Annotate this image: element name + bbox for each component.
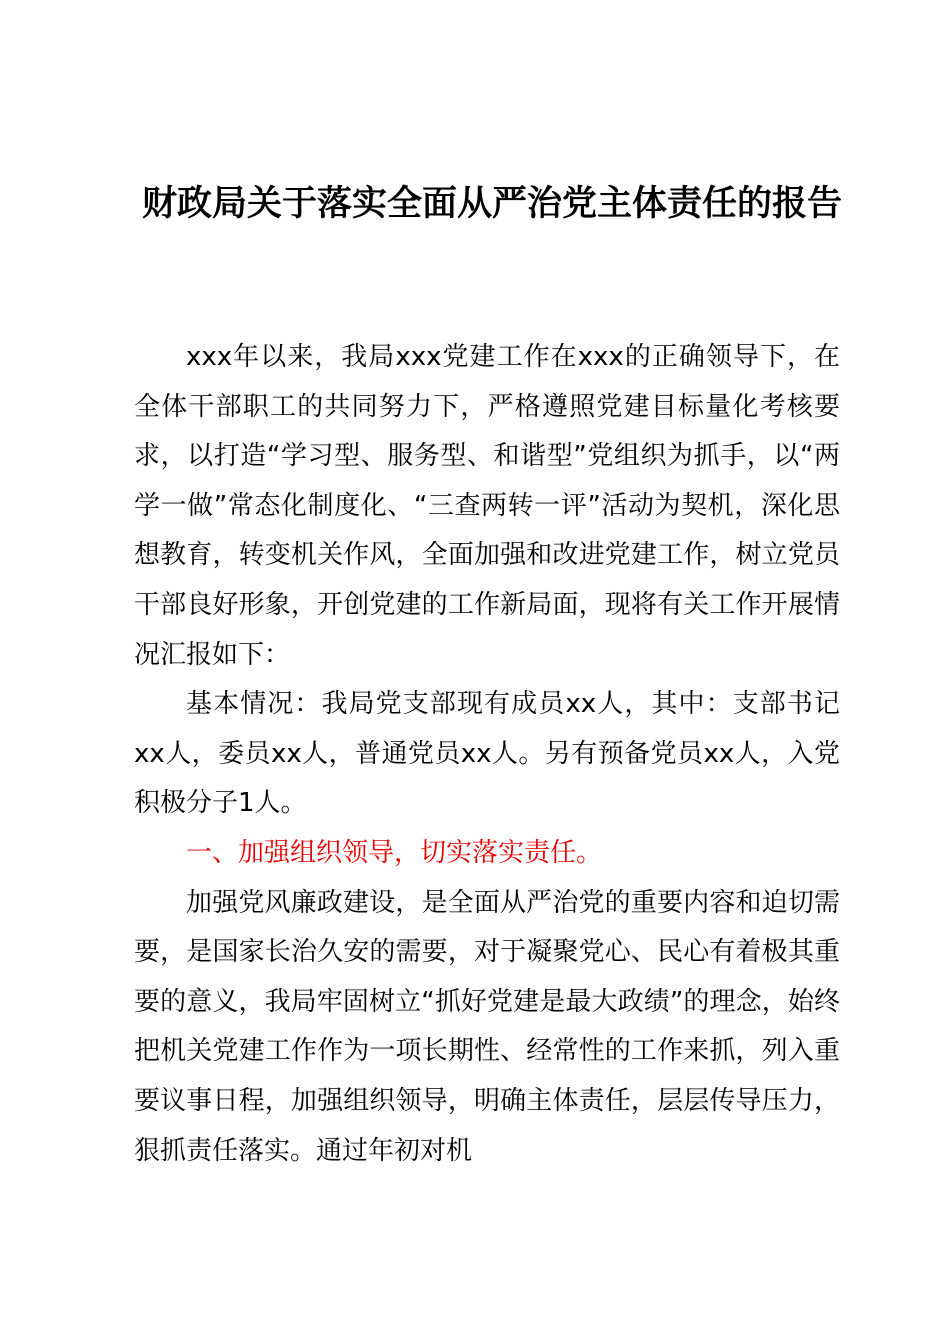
section-heading: 一、加强组织领导，切实落实责任。 [186, 837, 603, 868]
intro-paragraph: xxx年以来，我局xxx党建工作在xxx的正确领导下，在全体干部职工的共同努力下，严格遵照党建目标量化考核要求，以打造“学习型、服务型、和谐型”党组织为抓手，以“两学一做”常态化制度化、“三查两转一评”活动为契机，深化思想教育，转变机关作风，全面加强和改进党建工作，树立党员干部良好形象，开创党建的工作新局面，现将有关工作开展情况汇报如下： [134, 342, 840, 670]
document-body [134, 333, 840, 1176]
basic-info-paragraph: 基本情况：我局党支部现有成员xx人，其中：支部书记xx人，委员xx人，普通党员xx人。另有预备党员xx人，入党积极分子1人。 [134, 689, 840, 819]
section-paragraph: 加强党风廉政建设，是全面从严治党的重要内容和迫切需要，是国家长治久安的需要，对于凝聚党心、民心有着极其重要的意义，我局牢固树立“抓好党建是最大政绩”的理念，始终把机关党建工作作为一项长期性、经常性的工作来抓，列入重要议事日程，加强组织领导，明确主体责任，层层传导压力，狠抓责任落实。通过年初对机 [134, 887, 840, 1166]
document-title: 财政局关于落实全面从严治党主体责任的报告 [141, 184, 842, 224]
